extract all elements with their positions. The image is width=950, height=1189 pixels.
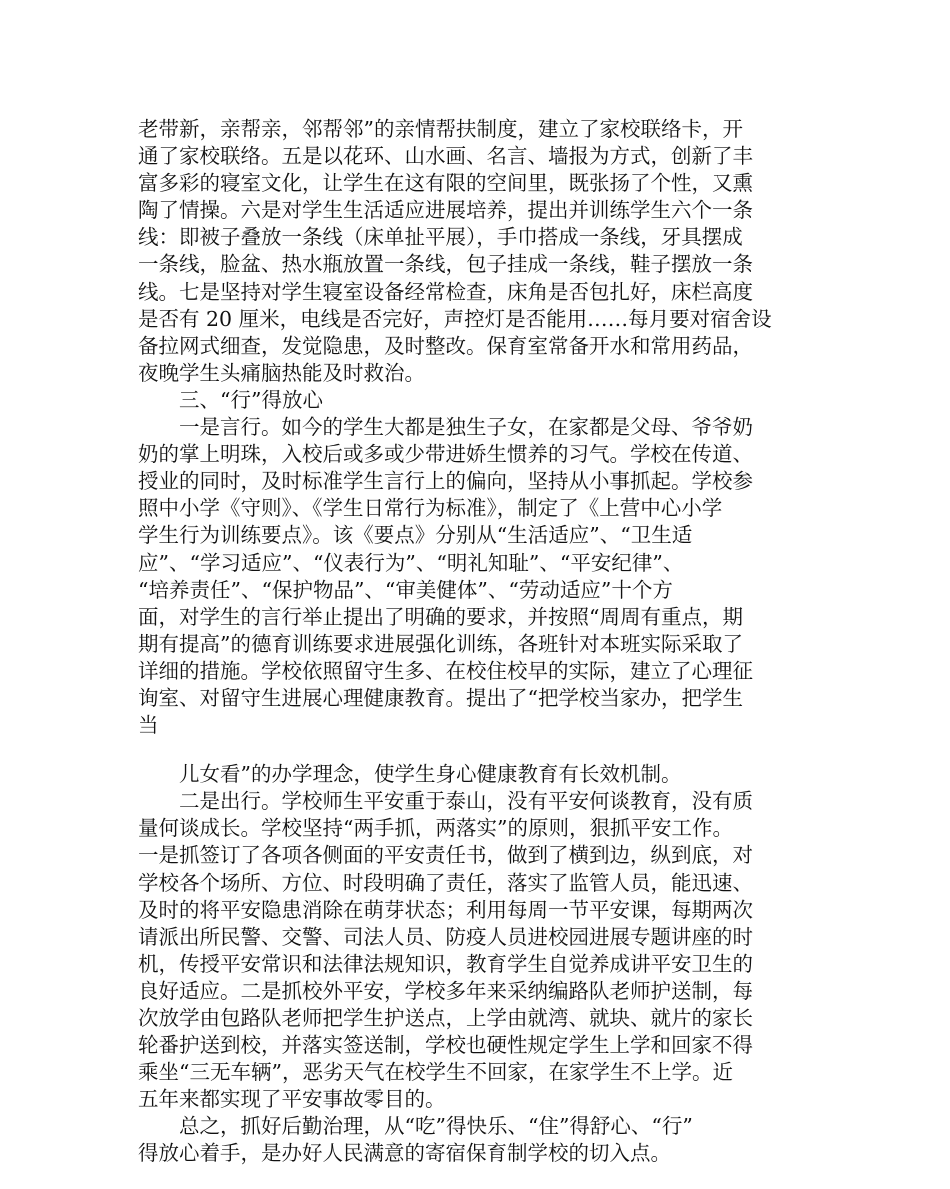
text-line: 当 (138, 713, 159, 738)
text-line: 照中小学《守则》、《学生日常行为标准》，制定了《上营中心小学 (138, 496, 723, 521)
text-line: 授业的同时，及时标准学生言行上的偏向，坚持从小事抓起。学校参 (138, 469, 753, 494)
text-line: 一条线，脸盆、热水瓶放置一条线，包子挂成一条线，鞋子摆放一条 (138, 252, 753, 277)
text-line: 是否有 20 厘米，电线是否完好，声控灯是否能用……每月要对宿舍设 (138, 306, 772, 331)
text-line: “培养责任”、“保护物品”、“审美健体”、“劳动适应”十个方 (138, 577, 673, 602)
text-line: 良好适应。二是抓校外平安，学校多年来采纳编路队老师护送制，每 (138, 978, 753, 1003)
text-line: 老带新，亲帮亲，邻帮邻”的亲情帮扶制度，建立了家校联络卡，开 (138, 117, 743, 141)
paragraph-start: 一是言行。如今的学生大都是独生子女，在家都是父母、爷爷奶 (179, 415, 753, 440)
text-line: 期有提高”的德育训练要求进展强化训练，各班针对本班实际采取了 (138, 631, 743, 656)
text-line: 线。七是坚持对学生寝室设备经常检查，床角是否包扎好，床栏高度 (138, 279, 753, 304)
text-line: 详细的措施。学校依照留守生多、在校住校早的实际，建立了心理征 (138, 658, 753, 683)
text-line: 次放学由包路队老师把学生护送点，上学由就湾、就块、就片的家长 (138, 1006, 753, 1030)
text-line: 五年来都实现了平安事故零目的。 (138, 1087, 446, 1112)
text-line: 询室、对留守生进展心理健康教育。提出了“把学校当家办，把学生 (138, 685, 743, 710)
text-line: 请派出所民警、交警、司法人员、防疫人员进校园进展专题讲座的时 (138, 924, 753, 949)
section-heading: 三、“行”得放心 (179, 387, 323, 412)
text-line: 线：即被子叠放一条线（床单扯平展），手巾搭成一条线，牙具摆成 (138, 225, 743, 250)
text-line: 富多彩的寝室文化，让学生在这有限的空间里，既张扬了个性，又熏 (138, 171, 753, 196)
text-line: 备拉网式细查，发觉隐患，及时整改。保育室常备开水和常用药品， (138, 333, 753, 358)
text-line: 儿女看”的办学理念，使学生身心健康教育有长效机制。 (179, 762, 682, 787)
text-line: 陶了情操。六是对学生生活适应进展培养，提出并训练学生六个一条 (138, 198, 753, 223)
paragraph-start: 二是出行。学校师生平安重于泰山，没有平安何谈教育，没有质 (179, 789, 753, 814)
text-line: 学校各个场所、方位、时段明确了责任，落实了监管人员，能迅速、 (138, 870, 753, 895)
text-line: 通了家校联络。五是以花环、山水画、名言、墙报为方式，创新了丰 (138, 144, 753, 169)
text-line: 奶的掌上明珠，入校后或多或少带进娇生惯养的习气。学校在传道、 (138, 442, 753, 467)
text-line: 轮番护送到校，并落实签送制，学校也硬性规定学生上学和回家不得 (138, 1033, 753, 1058)
text-line: 学生行为训练要点》。该《要点》分别从“生活适应”、“卫生适 (138, 523, 693, 548)
text-line: 及时的将平安隐患消除在萌芽状态；利用每周一节平安课，每期两次 (138, 897, 753, 922)
text-line: 得放心着手，是办好人民满意的寄宿保育制学校的切入点。 (138, 1141, 671, 1166)
paragraph-gap (138, 739, 828, 761)
text-line: 乘坐“三无车辆”，恶劣天气在校学生不回家，在家学生不上学。近 (138, 1060, 733, 1085)
text-line: 一是抓签订了各项各侧面的平安责任书，做到了横到边，纵到底，对 (138, 843, 753, 868)
document-body (138, 116, 828, 1168)
paragraph-start: 总之，抓好后勤治理，从“吃”得快乐、“住”得舒心、“行” (179, 1114, 693, 1139)
text-line: 机，传授平安常识和法律法规知识，教育学生自觉养成讲平安卫生的 (138, 951, 753, 976)
text-line: 量何谈成长。学校坚持“两手抓，两落实”的原则，狠抓平安工作。 (138, 816, 733, 841)
text-line: 面，对学生的言行举止提出了明确的要求，并按照“周周有重点，期 (138, 604, 743, 629)
text-line: 应”、“学习适应”、“仪表行为”、“明礼知耻”、“平安纪律”、 (138, 550, 684, 575)
text-line: 夜晚学生头痛脑热能及时救治。 (138, 360, 425, 385)
